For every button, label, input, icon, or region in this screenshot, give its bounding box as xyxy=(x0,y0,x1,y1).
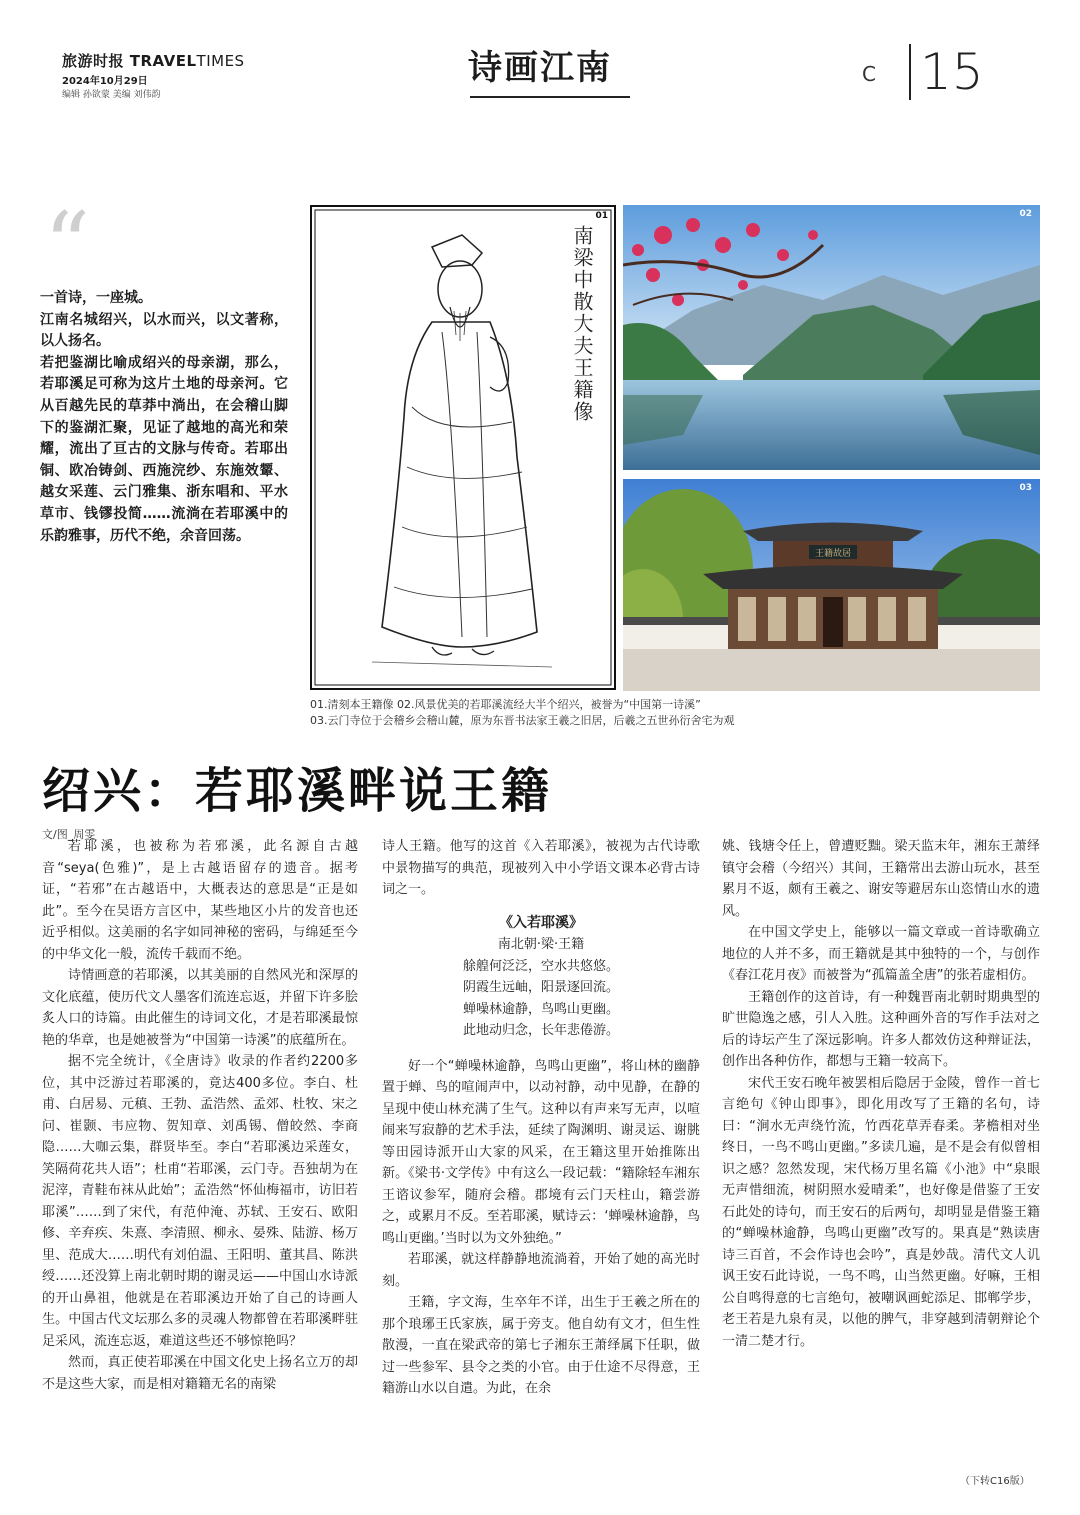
page-divider xyxy=(909,44,911,100)
figure-number: 02 xyxy=(1019,209,1032,219)
article-column-3 xyxy=(722,836,1040,1352)
brand-en-bold: TRAVEL xyxy=(129,52,197,70)
plaque-text: 王籍故居 xyxy=(814,549,852,559)
portrait-inscription: 南梁中散大夫王籍像 xyxy=(570,225,594,423)
poem-author: 南北朝·梁·王籍 xyxy=(497,937,585,952)
poem-title: 《入若耶溪》 xyxy=(499,914,583,931)
poem-line: 此地动归念，长年悲倦游。 xyxy=(462,1023,619,1038)
masthead-editors: 编辑 孙欲蒙 美编 刘伟韵 xyxy=(62,90,161,100)
section-title: 诗画江南 xyxy=(468,48,612,88)
masthead-date: 2024年10月29日 xyxy=(62,76,148,87)
paragraph: 王籍，字文海，生卒年不详，出生于王羲之所在的那个琅琊王氏家族，属于旁支。他自幼有文才，但生性散漫，一直在梁武帝的第七子湘东王萧绎属下任职，做过一些参军、县令之类的小官。由于仕途不尽得意，王籍游山水以自遣。为此，在余 xyxy=(382,1295,700,1396)
figure-temple xyxy=(623,479,1040,691)
paragraph: 据不完全统计，《全唐诗》收录的作者约2200多位，其中泛游过若耶溪的，竟达400多位。李白、杜甫、白居易、元稹、王勃、孟浩然、孟郊、杜牧、宋之问、崔颢、韦应物、贺知章、刘禹锡、僧皎然、李商隐……大咖云集，群贤毕至。李白“若耶溪边采莲女，笑隔荷花共人语”；杜甫“若耶溪，云门寺。吾独胡为在泥滓，青鞋布袜从此始”；孟浩然“怀仙梅福市，访旧若耶溪”……到了宋代，有范仲淹、苏轼、王安石、欧阳修、辛弃疾、朱熹、李清照、柳永、晏殊、陆游、杨万里、范成大……明代有刘伯温、王阳明、董其昌、陈洪绶……还没算上南北朝时期的谢灵运——中国山水诗派的开山鼻祖，他就是在若耶溪边开始了自己的诗画人生。中国古代文坛那么多的灵魂人物都曾在若耶溪畔驻足采风，流连忘返，难道这些还不够惊艳吗？ xyxy=(42,1054,358,1349)
poem-line: 阴霞生远岫，阳景逐回流。 xyxy=(462,980,619,995)
continued-note: （下转C16版） xyxy=(960,1476,1030,1487)
figure-number: 01 xyxy=(595,211,608,221)
intro-paragraph: 若把鉴湖比喻成绍兴的母亲湖，那么，若耶溪足可称为这片土地的母亲河。它从百越先民的草莽中淌出，在会稽山脚下的鉴湖汇聚，见证了越地的高光和荣耀，流出了亘古的文脉与传奇。若耶出铜、欧冶铸剑、西施浣纱、东施效颦、越女采莲、云门雅集、浙东唱和、平水草市、钱镠投简……流淌在若耶溪中的乐韵雅事，历代不绝，余音回荡。 xyxy=(40,354,288,544)
poem-line: 蝉噪林逾静，鸟鸣山更幽。 xyxy=(462,1001,619,1017)
lake-photo xyxy=(623,205,1040,470)
article-column-2 xyxy=(382,836,700,1400)
intro-paragraph: 一首诗，一座城。 xyxy=(40,290,152,306)
article-byline: 文/图_周雯 xyxy=(42,828,96,841)
paragraph: 若耶溪，就这样静静地流淌着，开始了她的高光时刻。 xyxy=(382,1252,700,1289)
paragraph: 诗人王籍。他写的这首《入若耶溪》，被视为古代诗歌中景物描写的典范，现被列入中小学语文课本必背古诗词之一。 xyxy=(382,839,700,897)
poem-line: 艅艎何泛泛，空水共悠悠。 xyxy=(462,958,619,974)
intro-paragraph: 江南名城绍兴，以水而兴，以文著称，以人扬名。 xyxy=(40,311,288,350)
page-number: 15 xyxy=(920,43,984,101)
paragraph: 宋代王安石晚年被罢相后隐居于金陵，曾作一首七言绝句《钟山即事》，即化用改写了王籍的名句，诗曰：“涧水无声绕竹流，竹西花草弄春柔。茅檐相对坐终日，一鸟不鸣山更幽。”多读几遍，是不是会有似曾相识之感？忽然发现，宋代杨万里名篇《小池》中“泉眼无声惜细流，树阴照水爱晴柔”，也好像是借鉴了王安石此处的诗句，而王安石的后两句，却明显是借鉴王籍的“蝉噪林逾静，鸟鸣山更幽”改写的。果真是“熟读唐诗三百首，不会作诗也会吟”，真是妙哉。清代文人讥讽王安石此诗说，一鸟不鸣，山当然更幽。好嘛，王相公自鸣得意的七言绝句，被嘲讽画蛇添足、邯郸学步，老王若是九泉有灵，以他的脾气，非穿越到清朝辩论个一清二楚才行。 xyxy=(722,1075,1040,1349)
figure-lake xyxy=(623,205,1040,470)
brand-en-light: TIMES xyxy=(196,52,245,70)
article-headline: 绍兴：若耶溪畔说王籍 xyxy=(42,763,553,819)
paragraph: 姚、钱塘令任上，曾遭贬黜。梁天监末年，湘东王萧绎镇守会稽（今绍兴）其间，王籍常出去游山玩水，甚至累月不返，颇有王羲之、谢安等避居东山恣情山水的遗风。 xyxy=(722,839,1040,919)
section-rule xyxy=(470,96,630,98)
paragraph: 王籍创作的这首诗，有一种魏晋南北朝时期典型的旷世隐逸之感，引人入胜。这种画外音的写作手法对之后的诗坛产生了深远影响。许多人都效仿这种辩证法，创作出各种仿作，都想与王籍一较高下。 xyxy=(722,989,1040,1069)
caption-line: 03.云门寺位于会稽乡会稽山麓，原为东晋书法家王羲之旧居，后羲之五世孙衍舍宅为观 xyxy=(310,714,735,727)
figure-portrait xyxy=(310,205,616,690)
article-column-1 xyxy=(42,836,358,1395)
quote-mark-icon: “ xyxy=(44,193,91,298)
paragraph: 在中国文学史上，能够以一篇文章或一首诗歌确立地位的人并不多，而王籍就是其中独特的一个，与创作《春江花月夜》而被誉为“孤篇盖全唐”的张若虚相仿。 xyxy=(722,925,1040,983)
caption-line: 01.清刻本王籍像 02.风景优美的若耶溪流经大半个绍兴，被誉为“中国第一诗溪” xyxy=(310,698,701,711)
poem-block xyxy=(382,913,700,1042)
paragraph: 若耶溪，也被称为若邪溪，此名源自古越音“seya(色雅)”，是上古越语留存的遗音。据考证，“若邪”在古越语中，大概表达的意思是“正是如此”。至今在吴语方言区中，某些地区小片的发音也还近乎相似。这美丽的名字如同神秘的密码，与绵延至今的中华文化一般，流传千载而不绝。 xyxy=(42,839,358,962)
paragraph: 好一个“蝉噪林逾静，鸟鸣山更幽”，将山林的幽静置于蝉、鸟的喧闹声中，以动衬静，动中见静，在静的呈现中使山林充满了生气。这种以有声来写无声，以喧闹来写寂静的艺术手法，延续了陶渊明、谢灵运、谢朓等田园诗派开山大家的风采，在王籍这里开始推陈出新。《梁书·文学传》中有这么一段记载：“籍除轻车湘东王谘议参军，随府会稽。郡境有云门天柱山，籍尝游之，或累月不反。至若耶溪，赋诗云：‘蝉噪林逾静，鸟鸣山更幽。’当时以为文外独绝。” xyxy=(382,1058,700,1246)
intro-text xyxy=(40,288,288,547)
paragraph: 然而，真正使若耶溪在中国文化史上扬名立万的却不是这些大家，而是相对籍籍无名的南梁 xyxy=(42,1355,358,1392)
paragraph: 诗情画意的若耶溪，以其美丽的自然风光和深厚的文化底蕴，使历代文人墨客们流连忘返，并留下许多脍炙人口的诗篇。由此催生的诗词文化，才是若耶溪最惊艳的华章，也是她被誉为“中国第一诗溪”的底蕴所在。 xyxy=(42,968,358,1048)
figure-number: 03 xyxy=(1019,483,1032,493)
section-letter: C xyxy=(862,62,882,86)
figure-caption xyxy=(310,697,1050,729)
masthead-brand xyxy=(62,50,245,71)
temple-photo xyxy=(623,479,1040,691)
brand-cn: 旅游时报 xyxy=(62,52,125,70)
